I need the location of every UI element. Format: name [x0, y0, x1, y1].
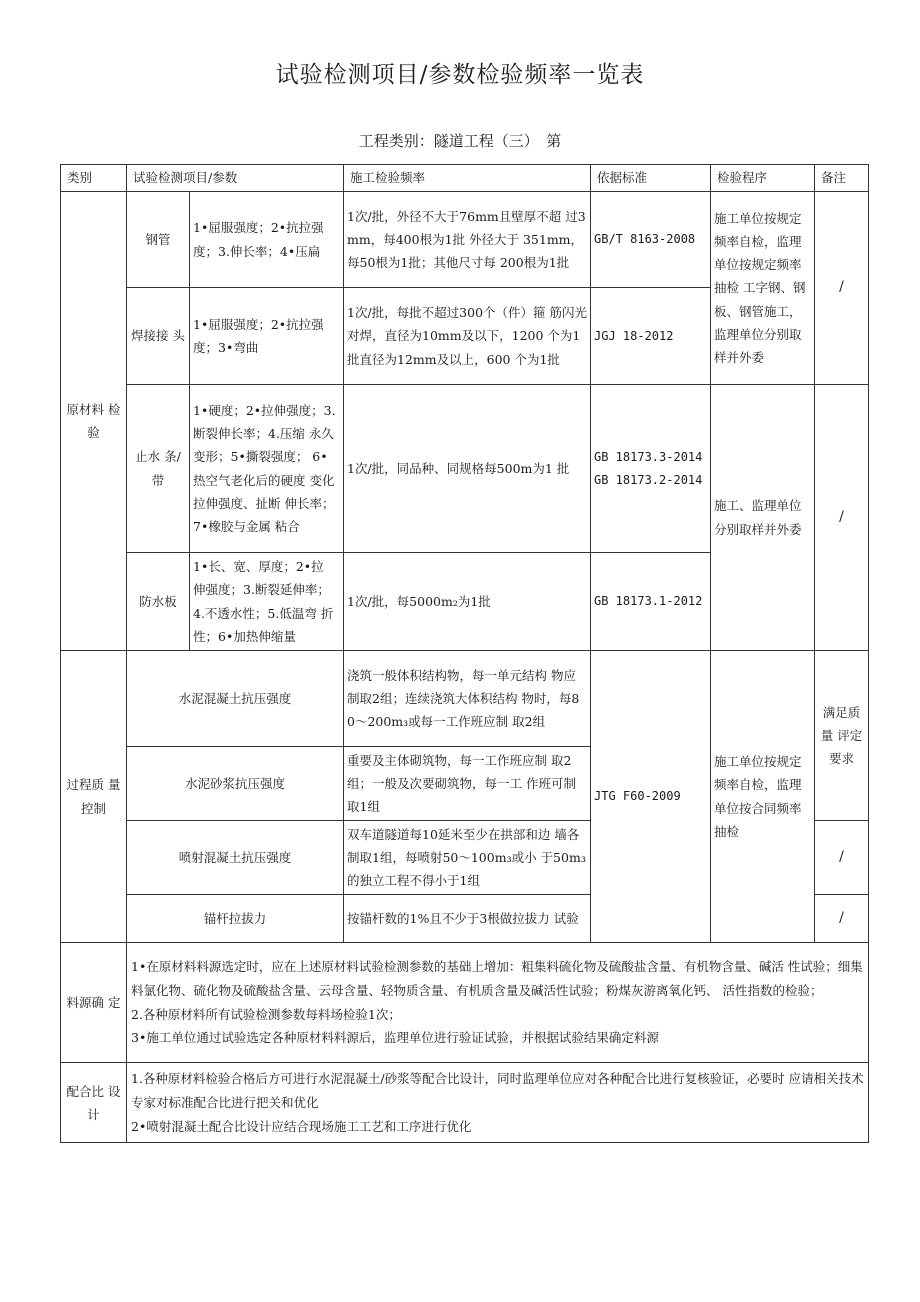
source-notes — [127, 943, 869, 1063]
table-row — [61, 651, 869, 747]
item-name: 钢管 — [127, 192, 190, 288]
item-standard: GB/T 8163-2008 — [591, 192, 711, 288]
table-row — [61, 1063, 869, 1143]
note-line: 2•喷射混凝土配合比设计应结合现场施工工艺和工序进行优化 — [131, 1118, 472, 1134]
item-name: 止水 条/带 — [127, 385, 190, 553]
note-line: 2.各种原材料所有试验检测参数每料场检验1次； — [131, 1006, 401, 1022]
header-category: 类别 — [61, 165, 127, 192]
item-frequency: 浇筑一般体积结构物，每一单元结构 物应制取2组；连续浇筑大体积结构 物时，每80～200m₃或每一工作班应制 取2组 — [344, 651, 591, 747]
remark: / — [815, 895, 869, 943]
engineering-category: 工程类别：隧道工程（三） 第 — [358, 132, 562, 150]
item-frequency: 按锚杆数的1%且不少于3根做拉拔力 试验 — [344, 895, 591, 943]
item-frequency: 1次/批，每5000m₂为1批 — [344, 553, 591, 651]
item-standard: JTG F60-2009 — [591, 651, 711, 943]
remark: 满足质量 评定 要求 — [815, 651, 869, 821]
remark: / — [815, 821, 869, 895]
header-procedure: 检验程序 — [711, 165, 815, 192]
category-raw-material: 原材料 检验 — [61, 192, 127, 651]
note-line: 3•施工单位通过试验选定各种原材料料源后，监理单位进行验证试验，并根据试验结果确定料源 — [131, 1030, 659, 1046]
table-row — [61, 192, 869, 288]
header-standard: 依据标准 — [591, 165, 711, 192]
header-item: 试验检测项目/参数 — [127, 165, 344, 192]
note-line: 1.各种原材料检验合格后方可进行水泥混凝土/砂浆等配合比设计，同时监理单位应对各种配合比进行复核验证，必要时 应请相关技术专家对标准配合比进行把关和优化 — [131, 1071, 864, 1110]
item-frequency: 1次/批，每批不超过300个（件）箍 筋闪光对焊，直径为10mm及以下，1200 个为1批直径为12mm及以上，600 个为1批 — [344, 288, 591, 385]
header-frequency: 施工检验频率 — [344, 165, 591, 192]
procedure: 施工单位按规定频率自检，监理单位按合同频率抽检 — [711, 651, 815, 943]
item-params: 1•屈服强度；2•抗拉强度；3•弯曲 — [190, 288, 344, 385]
item-name: 焊接接 头 — [127, 288, 190, 385]
item-name: 水泥混凝土抗压强度 — [127, 651, 344, 747]
item-params: 1•硬度；2•拉伸强度；3.断裂伸长率；4.压缩 永久变形；5•撕裂强度； 6•热空气老化后的硬度 变化拉伸强度、扯断 伸长率；7•橡胶与金属 粘合 — [190, 385, 344, 553]
page-title: 试验检测项目/参数检验频率一览表 — [275, 62, 645, 88]
table-row — [61, 385, 869, 553]
item-standard: GB 18173.1-2012 — [591, 553, 711, 651]
remark: / — [815, 192, 869, 385]
item-params: 1•长、宽、厚度；2•拉 伸强度；3.断裂延伸率；4.不透水性；5.低温弯 折性；6•加热伸缩量 — [190, 553, 344, 651]
item-name: 水泥砂浆抗压强度 — [127, 747, 344, 821]
header-remark: 备注 — [815, 165, 869, 192]
item-name: 锚杆拉拔力 — [127, 895, 344, 943]
item-frequency: 1次/批，外径不大于76mm且壁厚不超 过3mm，每400根为1批 外径大于 351mm，每50根为1批；其他尺寸每 200根为1批 — [344, 192, 591, 288]
table-row — [61, 943, 869, 1063]
item-name: 喷射混凝土抗压强度 — [127, 821, 344, 895]
item-standard: GB 18173.3-2014 GB 18173.2-2014 — [591, 385, 711, 553]
mix-notes — [127, 1063, 869, 1143]
item-name: 防水板 — [127, 553, 190, 651]
category-material-source: 料源确 定 — [61, 943, 127, 1063]
note-line: 1•在原材料料源选定时，应在上述原材料试验检测参数的基础上增加：粗集料硫化物及硫酸盐含量、有机物含量、碱活 性试验；细集料氯化物、硫化物及硫酸盐含量、云母含量、轻物质含量、有机质含量及碱活性试验；粉煤灰游离氧化钙、 活性指数的检验； — [131, 959, 863, 998]
item-standard: JGJ 18-2012 — [591, 288, 711, 385]
item-frequency: 双车道隧道每10延米至少在拱部和边 墙各制取1组，每喷射50～100m₃或小 于50m₃的独立工程不得小于1组 — [344, 821, 591, 895]
item-params: 1•屈服强度；2•抗拉强度；3.伸长率；4•压扁 — [190, 192, 344, 288]
item-frequency: 1次/批，同品种、同规格每500m为1 批 — [344, 385, 591, 553]
inspection-frequency-table — [60, 164, 869, 1143]
procedure: 施工单位按规定频率自检，监理单位按规定频率抽检 工字钢、钢板、钢管施工，监理单位分别取样并外委 — [711, 192, 815, 385]
table-header-row — [61, 165, 869, 192]
procedure: 施工、监理单位分别取样并外委 — [711, 385, 815, 651]
category-mix-design: 配合比 设计 — [61, 1063, 127, 1143]
category-process-control: 过程质 量控制 — [61, 651, 127, 943]
item-frequency: 重要及主体砌筑物，每一工作班应制 取2组；一般及次要砌筑物，每一工 作班可制取1组 — [344, 747, 591, 821]
remark: / — [815, 385, 869, 651]
